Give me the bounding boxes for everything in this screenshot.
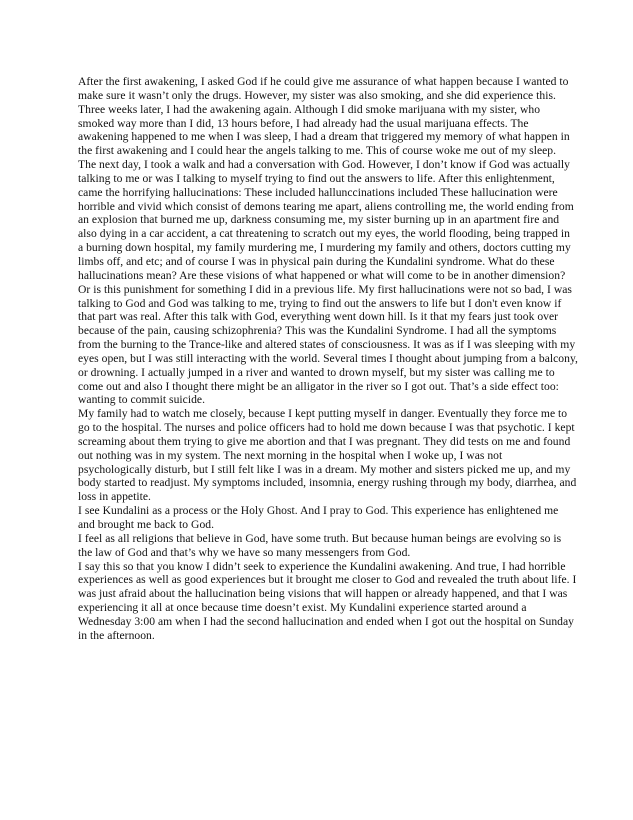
document-body (78, 75, 578, 643)
paragraph-5: I see Kundalini as a process or the Holy Ghost. And I pray to God. This experience has enlightened me and brought me back to God. (78, 504, 559, 531)
paragraph-6: I feel as all religions that believe in God, have some truth. But because human beings are evolving so is the law of God and that’s why we have so many messengers from God. (78, 531, 562, 559)
paragraph-2: Three weeks later, I had the awakening again. Although I did smoke marijuana with my sister, who smoked way more than I did, 13 hours before, I had already had the usual marijuana effects. The awakening happened to me when I was sleep, I had a dream that triggered my memory of what happen in the first awakening and I could hear the angels talking to me. This of course woke me out of my sleep. (78, 102, 570, 158)
paragraph-7: I say this so that you know I didn’t seek to experience the Kundalini awakening. And true, I had horrible experiences as well as good experiences but it brought me closer to God and revealed the truth about life. I was just afraid about the hallucination being visions that will happen or already happened, and that I was experiencing it all at once because time doesn’t exist. My Kundalini experience started around a Wednesday 3:00 am when I had the second hallucination and ended when I got out the hospital on Sunday in the afternoon. (78, 559, 577, 642)
paragraph-1: After the first awakening, I asked God if he could give me assurance of what happen because I wanted to make sure it wasn’t only the drugs. However, my sister was also smoking, and she did experience this. (78, 75, 569, 102)
paragraph-3: The next day, I took a walk and had a conversation with God. However, I don’t know if God was actually talking to me or was I talking to myself trying to find out the answers to life. After this enlightenment, came the horrifying hallucinations: These included hallunccinations included These hallucination were horrible and vivid which consist of demons tearing me apart, aliens controlling me, the world ending from an explosion that burned me up, darkness consuming me, my sister burning up in an apartment fire and also dying in a car accident, a cat threatening to scratch out my eyes, the world flooding, being trapped in a burning down hospital, my family murdering me, I murdering my family and others, doctors cutting my limbs off, and etc; and of course I was in physical pain during the Kundalini syndrome. What do these hallucinations mean? Are these visions of what happened or what will come to be in another dimension? Or is this punishment for something I did in a previous life. My first hallucinations were not so bad, I was talking to God and God was talking to me, trying to find out the answers to life but I don't even know if that part was real. After this talk with God, everything went down hill. Is it that my fears just took over because of the pain, causing schizophrenia? This was the Kundalini Syndrome. I had all the symptoms from the burning to the Trance-like and altered states of consciousness. It was as if I was sleeping with my eyes open, but I was still interacting with the world. Several times I thought about jumping from a balcony, or drowning. I actually jumped in a river and wanted to drown myself, but my sister was calling me to come out and also I thought there might be an alligator in the river so I got out. That’s a side effect too: wanting to commit suicide. (78, 158, 578, 407)
paragraph-4: My family had to watch me closely, because I kept putting myself in danger. Eventually they force me to go to the hospital. The nurses and police officers had to hold me down because I was that psychotic. I kept screaming about them trying to give me abortion and that I was pregnant. They did tests on me and found out nothing was in my system. The next morning in the hospital when I woke up, I was not psychologically disturb, but I still felt like I was in a dream. My mother and sisters picked me up, and my body started to readjust. My symptoms included, insomnia, energy rushing through my body, diarrhea, and loss in appetite. (78, 407, 577, 504)
